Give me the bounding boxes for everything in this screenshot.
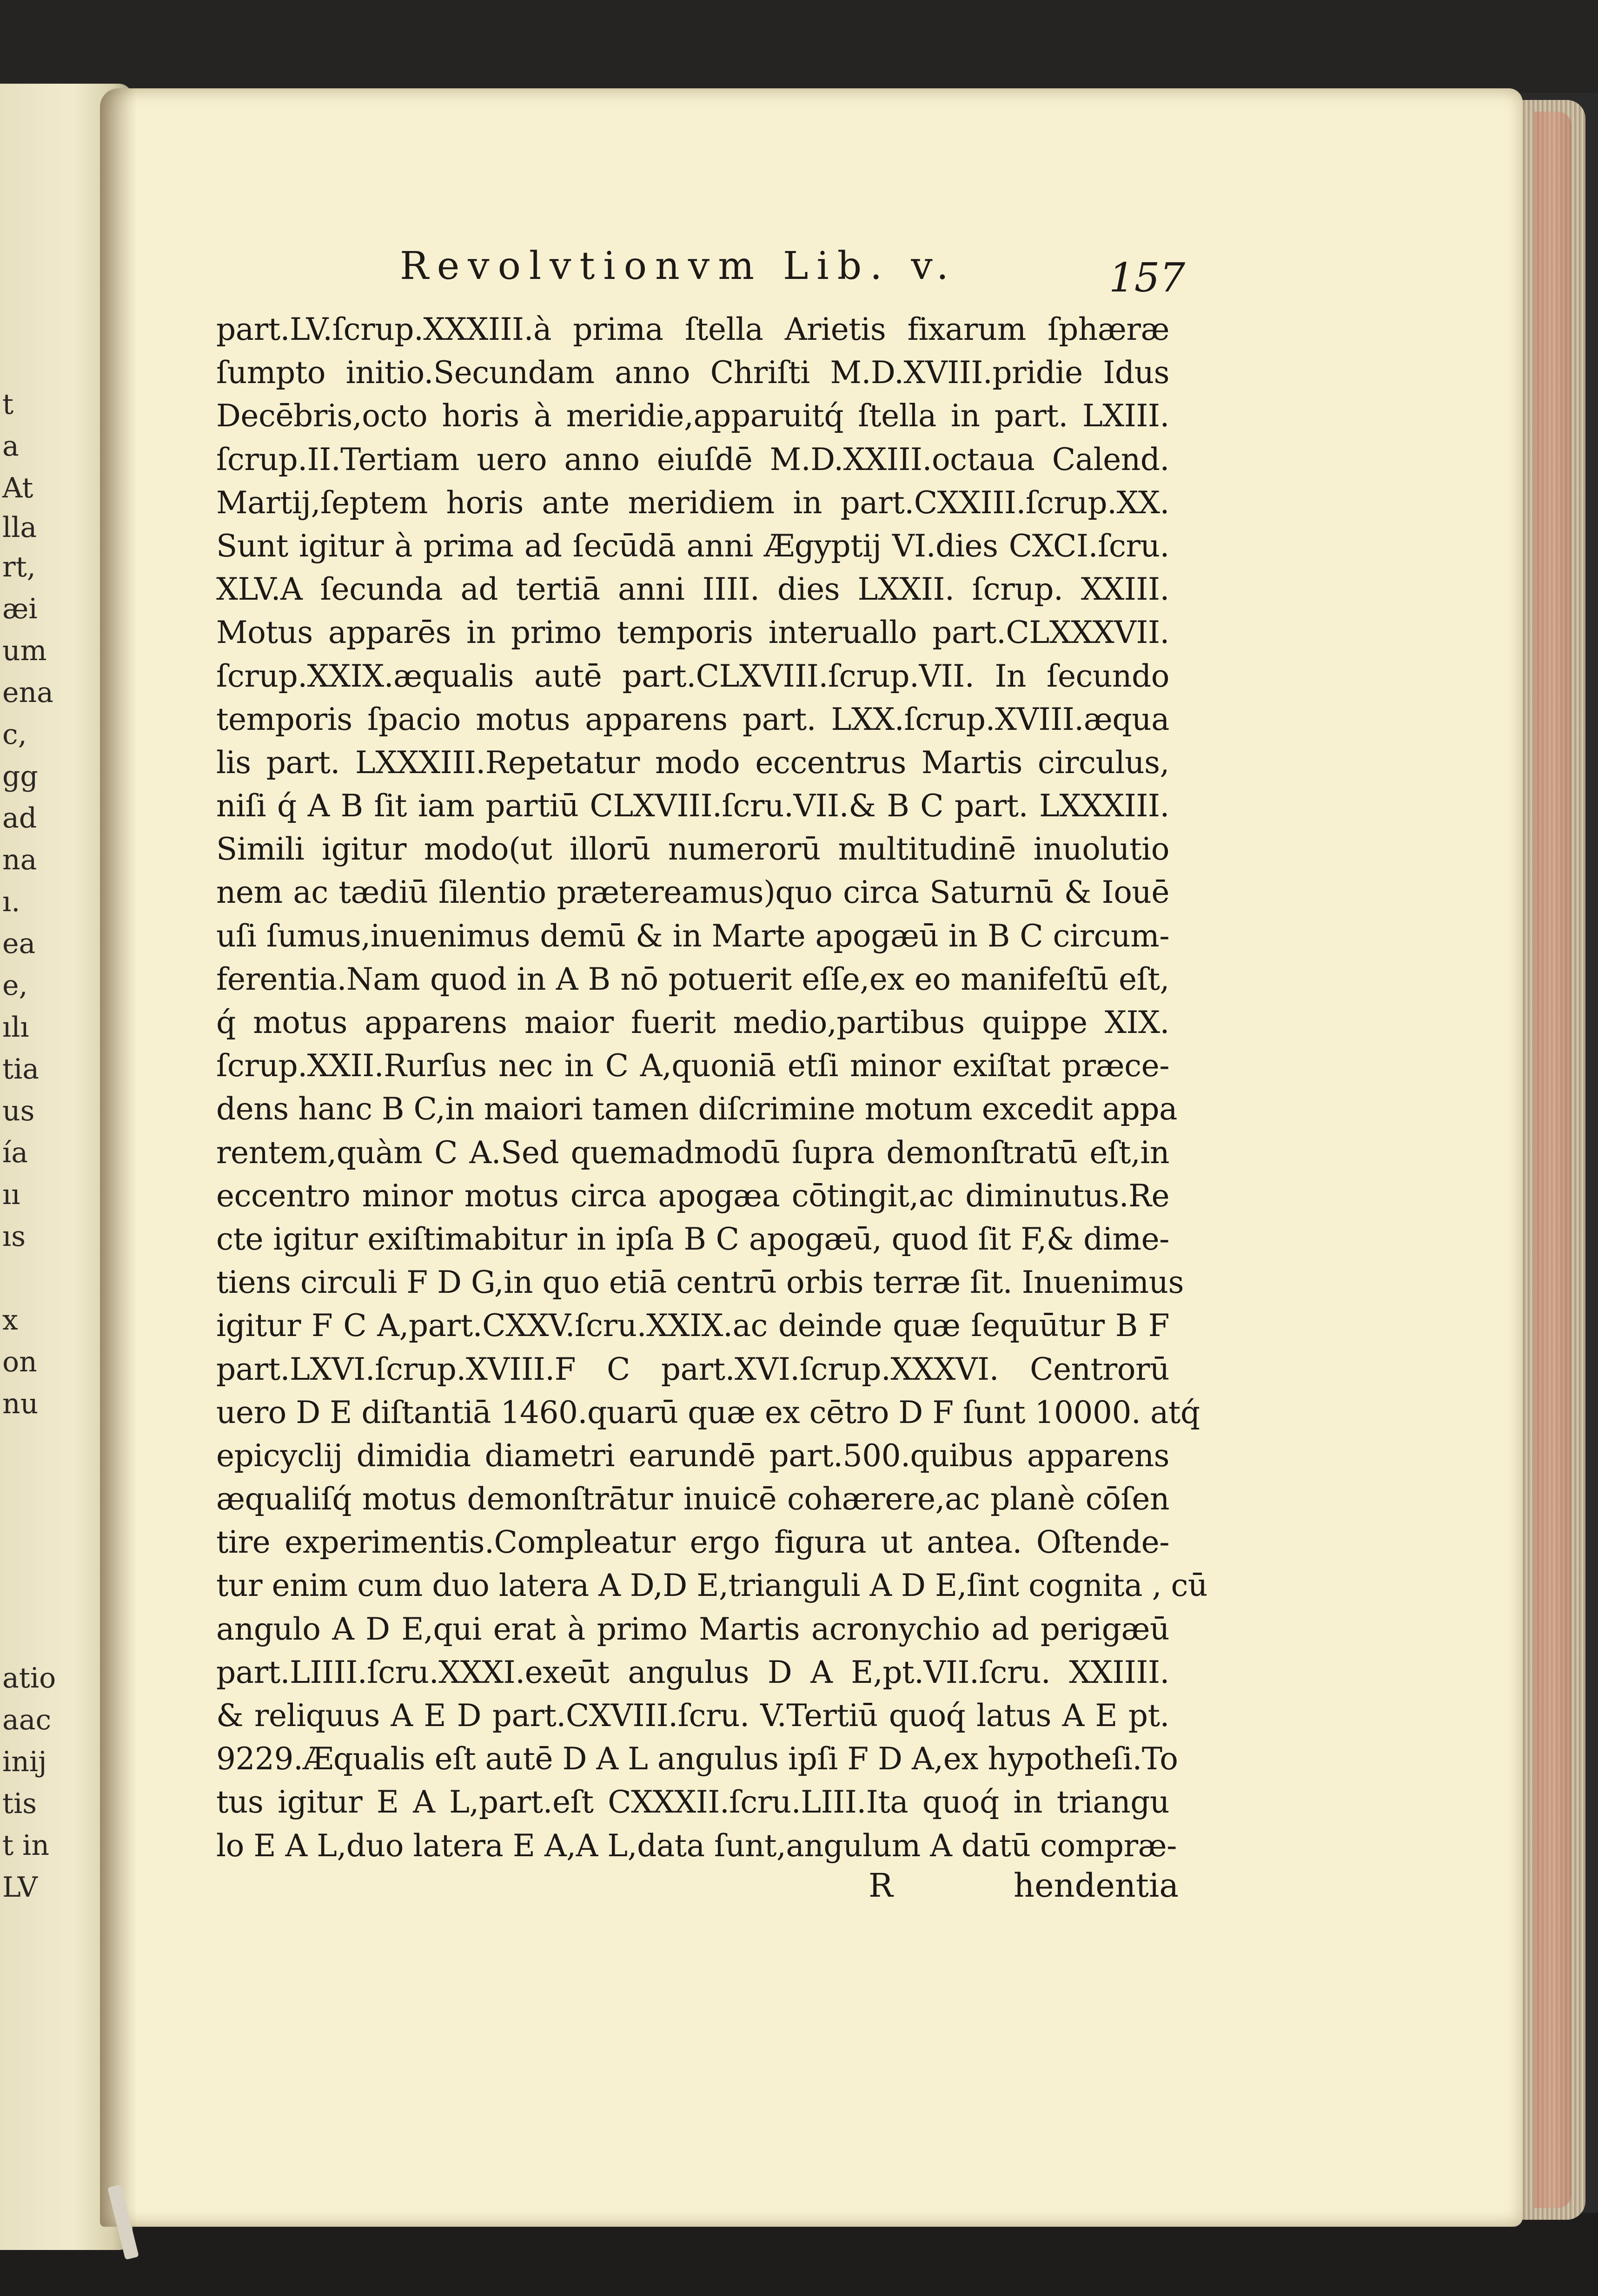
text-line: q́ motus apparens maior fuerit medio,partibus quippe XIX. — [216, 1005, 1169, 1040]
text-line: æqualiſq́ motus demonſtrātur inuicē cohærere,ac planè cōſen — [216, 1481, 1169, 1517]
margin-fragment: t — [2, 388, 14, 421]
text-line: Simili igitur modo(ut illorū numerorū multitudinē inuolutio — [216, 831, 1169, 867]
text-line: lis part. LXXXIII.Repetatur modo eccentrus Martis circulus, — [216, 744, 1169, 781]
margin-fragment: lla — [2, 511, 37, 544]
margin-fragment: a — [2, 430, 19, 463]
margin-fragment: tis — [2, 1787, 37, 1820]
text-line: uero D E diſtantiā 1460.quarū quæ ex cētro D F ſunt 10000. atq́ — [216, 1394, 1200, 1430]
text-line: nem ac tædiū ſilentio prætereamus)quo circa Saturnū & Iouē — [216, 874, 1169, 911]
margin-fragment: aac — [2, 1704, 52, 1736]
text-line: Motus apparēs in primo temporis interuallo part.CLXXXVII. — [216, 615, 1169, 651]
text-line: lo E A L,duo latera E A,A L,data ſunt,angulum A datū compræ- — [216, 1827, 1177, 1864]
margin-fragment: atio — [2, 1662, 56, 1694]
margin-fragment: nu — [2, 1388, 39, 1420]
text-line: niſi q́ A B ſit iam partiū CLXVIII.ſcru.VII.& B C part. LXXXIII. — [216, 788, 1169, 824]
text-line: dens hanc B C,in maiori tamen diſcrimine motum excedit appa — [216, 1091, 1177, 1127]
text-line: temporis ſpacio motus apparens part. LXX.ſcrup.XVIII.æqua — [216, 701, 1169, 737]
catchword: hendentia — [1014, 1866, 1179, 1905]
margin-fragment: c, — [2, 718, 27, 751]
running-head: Revolvtionvm Lib. v. — [400, 244, 957, 288]
margin-fragment: LV — [2, 1871, 38, 1904]
margin-fragment: ıs — [2, 1220, 26, 1253]
red-edge-tint — [1534, 112, 1571, 2208]
text-line: Martij,ſeptem horis ante meridiem in part.CXXIII.ſcrup.XX. — [216, 484, 1169, 521]
text-line: & reliquus A E D part.CXVIII.ſcru. V.Tertiū quoq́ latus A E pt. — [216, 1698, 1169, 1734]
text-line: part.LXVI.ſcrup.XVIII.F C part.XVI.ſcrup.XXXVI. Centrorū — [216, 1351, 1169, 1387]
signature-mark: R — [869, 1866, 893, 1905]
scanner-backdrop-top — [0, 0, 1598, 93]
margin-fragment: æi — [2, 593, 38, 625]
margin-fragment: e, — [2, 969, 28, 1002]
margin-fragment: ı. — [2, 886, 20, 918]
text-line: eccentro minor motus circa apogæa cōtingit,ac diminutus.Re — [216, 1178, 1169, 1214]
margin-fragment: ena — [2, 676, 53, 709]
text-line: tiens circuli F D G,in quo etiā centrū orbis terræ ſit. Inuenimus — [216, 1264, 1184, 1301]
text-line: epicyclij dimidia diametri earundē part.500.quibus apparens — [216, 1437, 1169, 1474]
margin-fragment: tia — [2, 1053, 40, 1085]
text-line: ferentia.Nam quod in A B nō potuerit eſſe,ex eo manifeſtū eſt, — [216, 961, 1169, 997]
text-line: part.LV.ſcrup.XXXIII.à prima ſtella Arietis fixarum ſphæræ — [216, 311, 1169, 347]
text-line: rentem,quàm C A.Sed quemadmodū ſupra demonſtratū eſt,in — [216, 1134, 1169, 1171]
margin-fragment: rt, — [2, 551, 36, 583]
margin-fragment: um — [2, 635, 47, 667]
margin-fragment: on — [2, 1346, 37, 1378]
margin-fragment: gg — [2, 760, 38, 793]
text-line: XLV.A ſecunda ad tertiā anni IIII. dies LXXII. ſcrup. XXIII. — [216, 571, 1169, 608]
text-line: ſcrup.XXIX.æqualis autē part.CLXVIII.ſcrup.VII. In ſecundo — [216, 658, 1169, 694]
text-line: igitur F C A,part.CXXV.ſcru.XXIX.ac deinde quæ ſequūtur B F — [216, 1308, 1169, 1344]
text-line: 9229.Æqualis eſt autē D A L angulus ipſi F D A,ex hypotheſi.To — [216, 1741, 1178, 1777]
text-line: Decēbris,octo horis à meridie,apparuitq́ ſtella in part. LXIII. — [216, 398, 1169, 434]
margin-fragment: ía — [2, 1137, 28, 1169]
margin-fragment: x — [2, 1304, 18, 1337]
text-line: cte igitur exiſtimabitur in ipſa B C apogæū, quod ſit F,& dime- — [216, 1221, 1169, 1257]
text-block — [216, 308, 1208, 1867]
margin-fragment: ıı — [2, 1178, 20, 1211]
margin-fragment: ea — [2, 927, 36, 960]
margin-fragment: t in — [2, 1829, 50, 1862]
text-line: tire experimentis.Compleatur ergo figura ut antea. Oſtende- — [216, 1524, 1169, 1561]
text-line: tus igitur E A L,part.eſt CXXXII.ſcru.LIII.Ita quoq́ in triangu — [216, 1784, 1169, 1820]
text-line: ſumpto initio.Secundam anno Chriſti M.D.XVIII.pridie Idus — [216, 355, 1169, 391]
margin-fragment: At — [2, 472, 33, 504]
margin-fragment: inij — [2, 1746, 47, 1778]
margin-fragment: us — [2, 1095, 35, 1127]
text-line: Sunt igitur à prima ad ſecūdā anni Ægyptij VI.dies CXCI.ſcru. — [216, 528, 1169, 564]
margin-fragment: ad — [2, 802, 37, 834]
margin-fragment: ılı — [2, 1011, 29, 1044]
text-line: uſi ſumus,inuenimus demū & in Marte apogæū in B C circum- — [216, 918, 1169, 954]
gutter-shadow — [100, 88, 137, 2227]
text-line: ſcrup.XXII.Rurſus nec in C A,quoniā etſi minor exiſtat præce- — [216, 1048, 1169, 1084]
text-line: part.LIIII.ſcru.XXXI.exeūt angulus D A E,pt.VII.ſcru. XXIIII. — [216, 1654, 1169, 1690]
margin-fragment: na — [2, 844, 37, 876]
text-line: angulo A D E,qui erat à primo Martis acronychio ad perigæū — [216, 1611, 1169, 1647]
text-line: ſcrup.II.Tertiam uero anno eiuſdē M.D.XXIII.octaua Calend. — [216, 441, 1169, 477]
page-number: 157 — [1109, 255, 1186, 301]
text-line: tur enim cum duo latera A D,D E,trianguli A D E,ſint cognita , cū — [216, 1568, 1208, 1604]
